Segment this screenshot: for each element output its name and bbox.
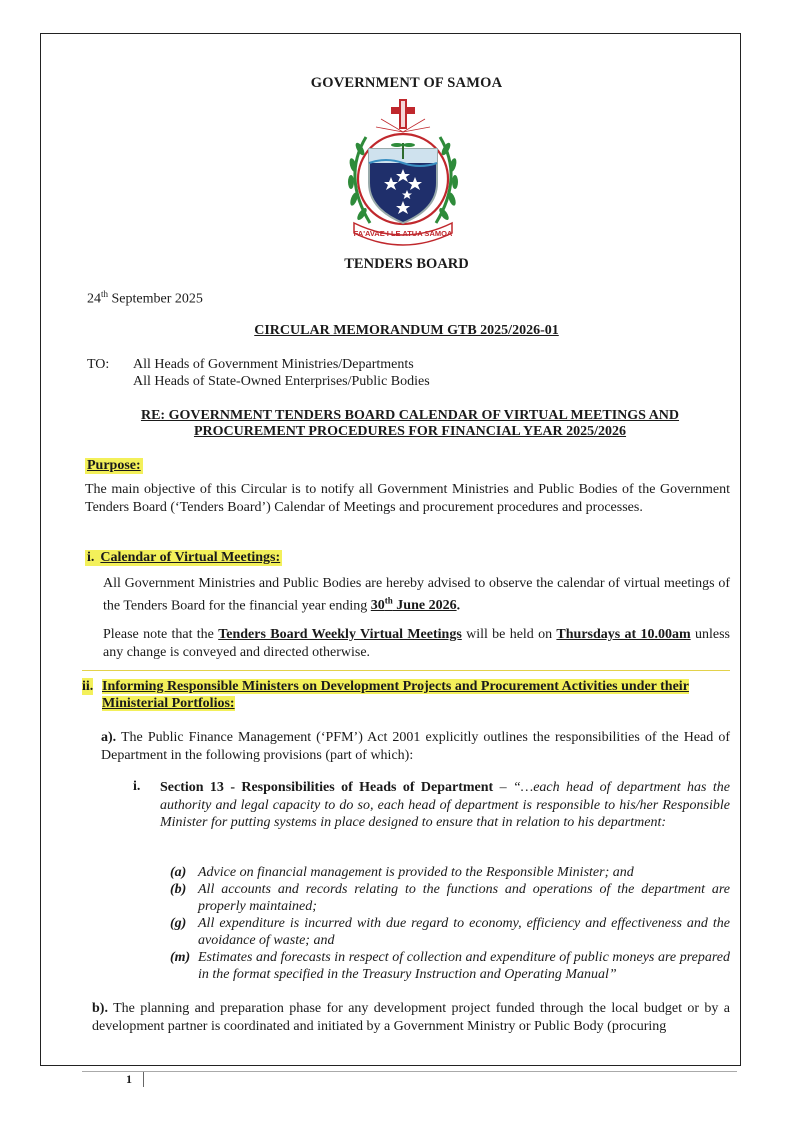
- page-number: 1: [126, 1072, 132, 1086]
- samoa-coat-of-arms-icon: [336, 97, 470, 247]
- circular-title: CIRCULAR MEMORANDUM GTB 2025/2026-01: [254, 323, 559, 338]
- provision-m: (m) Estimates and forecasts in respect of collection and expenditure of public moneys are prepared in the format specified in the Treasury Instruction and Operating Manual”: [170, 950, 730, 982]
- calendar-paragraph-2: Please note that the Tenders Board Weekly Virtual Meetings will be held on Thursdays at 10.00am unless any change is conveyed and directed otherwise.: [103, 627, 730, 660]
- weekly-meetings-emphasis: Tenders Board Weekly Virtual Meetings: [218, 627, 462, 642]
- item-i-section-13: Section 13 - Responsibilities of Heads of Department – “…each head of department has the authority and legal capacity to do so, each head of department is responsible to his/her Responsible Minister for putting systems in place designed to ensure that in relation to his department:: [160, 780, 730, 830]
- provision-b: (b) All accounts and records relating to the functions and operations of the department are properly maintained;: [170, 882, 730, 914]
- section-divider: [82, 670, 730, 671]
- re-line-2: PROCUREMENT PROCEDURES FOR FINANCIAL YEAR 2025/2026: [193, 424, 627, 439]
- subsection-a: a). The Public Finance Management (‘PFM’) Act 2001 explicitly outlines the responsibilities of the Head of Department in the following provisions (part of which):: [101, 730, 730, 763]
- meeting-time-emphasis: Thursdays at 10.00am: [556, 627, 691, 642]
- to-label: TO:: [87, 357, 110, 372]
- section-i-title: Calendar of Virtual Meetings:: [100, 550, 281, 565]
- to-recipient-line-2: All Heads of State-Owned Enterprises/Public Bodies: [133, 374, 430, 389]
- provision-g: (g) All expenditure is incurred with due regard to economy, efficiency and effectiveness and the avoidance of waste; and: [170, 916, 730, 948]
- section-ii-number: ii.: [82, 679, 94, 694]
- item-i-number: i.: [133, 779, 141, 794]
- tenders-board-title: TENDERS BOARD: [344, 256, 469, 272]
- memo-date: 24th September 2025: [87, 289, 203, 307]
- section-i-number: i.: [87, 550, 95, 565]
- provision-a: (a) Advice on financial management is provided to the Responsible Minister; and: [170, 865, 634, 880]
- section-ii-title: Informing Responsible Ministers on Development Projects and Procurement Activities under their Ministerial Portfolios:: [102, 679, 689, 711]
- page-number-separator: [143, 1072, 144, 1087]
- footer-rule: [82, 1071, 737, 1072]
- re-line-1: RE: GOVERNMENT TENDERS BOARD CALENDAR OF VIRTUAL MEETINGS AND: [140, 408, 680, 423]
- re-subject: [100, 408, 720, 440]
- to-recipient-line-1: All Heads of Government Ministries/Departments: [133, 357, 414, 372]
- section-i-heading: [85, 550, 282, 566]
- subsection-b: b). The planning and preparation phase for any development project funded through the local budget or by a development partner is coordinated and initiated by a Government Ministry or Public Body (procuring: [92, 1001, 730, 1034]
- calendar-paragraph-1: All Government Ministries and Public Bodies are hereby advised to observe the calendar of virtual meetings of the Tenders Board for the financial year ending 30th June 2026.: [103, 576, 730, 614]
- government-title: GOVERNMENT OF SAMOA: [310, 75, 503, 91]
- purpose-heading: Purpose:: [87, 458, 141, 473]
- section-ii-heading: [82, 678, 732, 712]
- purpose-paragraph: The main objective of this Circular is to notify all Government Ministries and Public Bodies of the Government Tenders Board (‘Tenders Board’) Calendar of Meetings and procurement procedures and processes.: [85, 482, 730, 515]
- svg-text:FA'AVAE I LE ATUA SAMOA: FA'AVAE I LE ATUA SAMOA: [353, 229, 453, 238]
